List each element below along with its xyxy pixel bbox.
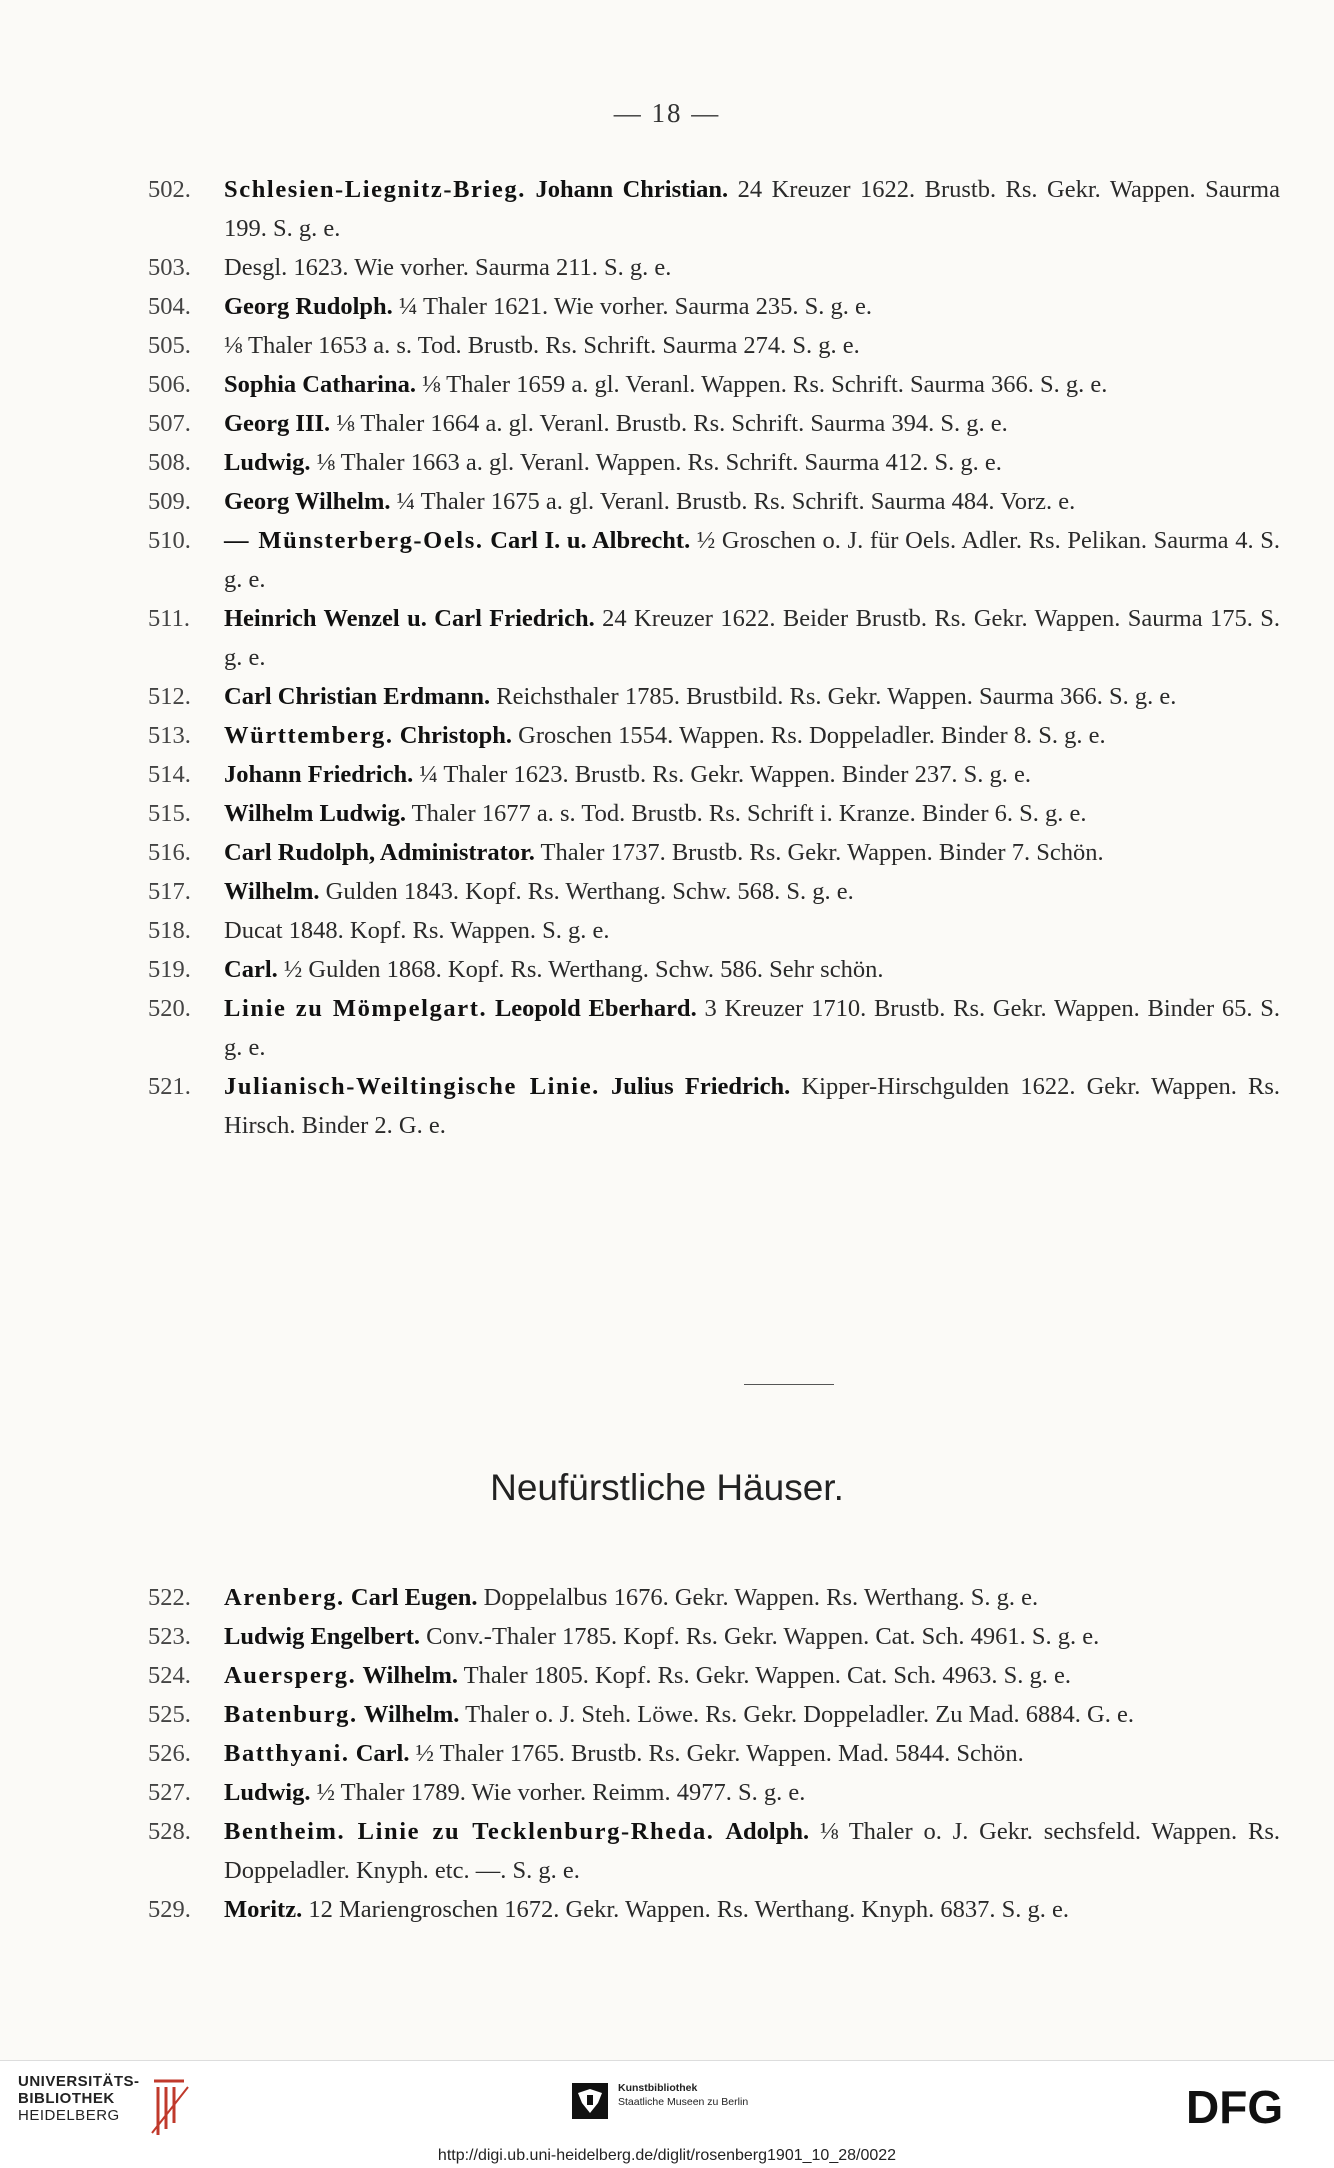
entry-ruler: Ludwig. [224,1779,311,1806]
entry-house: Julianisch-Weiltingische Linie. [224,1073,600,1100]
entry-house: Arenberg. [224,1584,345,1611]
catalog-entry [148,872,1280,911]
entry-description: ¼ Thaler 1675 a. gl. Veranl. Brustb. Rs. Schrift. Saurma 484. Vorz. e. [390,488,1076,515]
entry-ruler: Ludwig Engelbert. [224,1623,421,1650]
entry-number: 522. [148,1584,191,1611]
entry-text [224,1773,1280,1812]
entry-number: 514. [148,761,191,788]
entry-ruler: Carl Christian Erdmann. [224,683,491,710]
entry-description: Doppelalbus 1676. Gekr. Wappen. Rs. Werthang. S. g. e. [477,1584,1039,1611]
catalog-entry [148,989,1280,1067]
entry-description: Groschen 1554. Wappen. Rs. Doppeladler. Binder 8. S. g. e. [512,722,1106,749]
entry-text [224,677,1280,716]
entry-description: 12 Mariengroschen 1672. Gekr. Wappen. Rs. Werthang. Knyph. 6837. S. g. e. [302,1896,1070,1923]
entry-description: ½ Thaler 1765. Brustb. Rs. Gekr. Wappen. Mad. 5844. Schön. [409,1740,1024,1767]
entry-text [224,326,1280,365]
entry-text [224,1067,1280,1145]
kb-logo-line: Kunstbibliothek [618,2082,698,2094]
entry-number: 510. [148,527,191,554]
footer-bar [0,2060,1334,2168]
entry-number: 507. [148,410,191,437]
entry-house: Batenburg. [224,1701,358,1728]
entry-text [224,1734,1280,1773]
catalog-entry [148,482,1280,521]
entry-text [224,1578,1280,1617]
catalog-entry [148,833,1280,872]
entry-text [224,950,1280,989]
kb-logo-line: Staatliche Museen zu Berlin [618,2096,749,2108]
entry-ruler: Carl I. u. Albrecht. [490,527,691,554]
entry-ruler: Georg III. [224,410,331,437]
catalog-entry [148,521,1280,599]
source-url[interactable]: http://digi.ub.uni-heidelberg.de/diglit/rosenberg1901_10_28/0022 [437,2147,897,2164]
entry-number: 529. [148,1896,191,1923]
catalog-entry [148,911,1280,950]
entry-description: ¼ Thaler 1621. Wie vorher. Saurma 235. S. g. e. [392,293,872,320]
entry-text [224,1812,1280,1890]
catalog-entry [148,365,1280,404]
entry-number: 525. [148,1701,191,1728]
catalog-entry [148,1812,1280,1890]
catalog-entry [148,1067,1280,1145]
catalog-entry [148,794,1280,833]
entry-description: Thaler 1677 a. s. Tod. Brustb. Rs. Schrift i. Kranze. Binder 6. S. g. e. [405,800,1087,827]
entry-ruler: Wilhelm. [362,1662,458,1689]
catalog-entry [148,404,1280,443]
catalog-entry [148,1578,1280,1617]
catalog-entry [148,287,1280,326]
catalog-entry [148,443,1280,482]
entry-description: ⅛ Thaler 1659 a. gl. Veranl. Wappen. Rs. Schrift. Saurma 366. S. g. e. [415,371,1108,398]
entry-ruler: Adolph. [725,1818,810,1845]
entry-description: 24 Kreuzer 1622. Beider Brustb. Rs. Gekr. Wappen. Saurma 175. S. g. e. [224,605,1281,671]
entry-text [224,170,1280,248]
entry-description: Conv.-Thaler 1785. Kopf. Rs. Gekr. Wappen. Cat. Sch. 4961. S. g. e. [420,1623,1100,1650]
ub-logo-line: UNIVERSITÄTS- [18,2073,140,2090]
smb-eagle-icon [572,2083,608,2119]
entry-ruler: Julius Friedrich. [611,1073,791,1100]
entry-ruler: Georg Wilhelm. [224,488,391,515]
entry-house: Linie zu Mömpelgart. [224,995,488,1022]
entry-text [224,872,1280,911]
entry-ruler: Leopold Eberhard. [494,995,697,1022]
catalog-entry [148,677,1280,716]
entry-house: Bentheim. Linie zu Tecklenburg-Rheda. [224,1818,715,1845]
catalog-entry [148,248,1280,287]
entry-description: 3 Kreuzer 1710. Brustb. Rs. Gekr. Wappen. Binder 65. S. g. e. [224,995,1281,1061]
entry-number: 518. [148,917,191,944]
entry-number: 505. [148,332,191,359]
entry-ruler: Carl Rudolph, Administrator. [224,839,535,866]
entry-ruler: Christoph. [399,722,513,749]
entry-text [224,911,1280,950]
entry-number: 513. [148,722,191,749]
entry-description: Desgl. 1623. Wie vorher. Saurma 211. S. g. e. [224,254,672,281]
entry-description: Reichsthaler 1785. Brustbild. Rs. Gekr. Wappen. Saurma 366. S. g. e. [490,683,1177,710]
entry-text [224,716,1280,755]
section-divider [744,1384,834,1385]
entry-ruler: Johann Friedrich. [224,761,414,788]
catalog-entry [148,755,1280,794]
entry-number: 502. [148,176,191,203]
entry-number: 509. [148,488,191,515]
ub-heidelberg-logo[interactable] [18,2073,198,2143]
entry-text [224,365,1280,404]
entry-description: 24 Kreuzer 1622. Brustb. Rs. Gekr. Wappen. Saurma 199. S. g. e. [224,176,1280,242]
entry-description: ⅛ Thaler o. J. Gekr. sechsfeld. Wappen. Rs. Doppeladler. Knyph. etc. —. S. g. e. [224,1818,1280,1884]
entry-text [224,248,1280,287]
entry-house: Württemberg. [224,722,394,749]
entry-text [224,404,1280,443]
entry-number: 528. [148,1818,191,1845]
catalog-entry [148,170,1280,248]
entry-number: 503. [148,254,191,281]
entry-ruler: Carl Eugen. [350,1584,478,1611]
entry-description: ⅛ Thaler 1663 a. gl. Veranl. Wappen. Rs. Schrift. Saurma 412. S. g. e. [310,449,1002,476]
entry-number: 506. [148,371,191,398]
entry-number: 519. [148,956,191,983]
entry-list-top [148,170,1280,1145]
entry-description: Gulden 1843. Kopf. Rs. Werthang. Schw. 568. S. g. e. [319,878,854,905]
entry-ruler: Georg Rudolph. [224,293,393,320]
catalog-entry [148,599,1280,677]
entry-text [224,443,1280,482]
catalog-entry [148,1890,1280,1929]
entry-number: 511. [148,605,190,632]
entry-ruler: Heinrich Wenzel u. Carl Friedrich. [224,605,595,632]
catalog-entry [148,1734,1280,1773]
entry-description: Thaler 1737. Brustb. Rs. Gekr. Wappen. Binder 7. Schön. [534,839,1104,866]
catalog-entry [148,716,1280,755]
entry-description [600,1073,611,1100]
dfg-logo[interactable] [1186,2083,1316,2127]
section-title: Neufürstliche Häuser. [490,1467,844,1508]
entry-text [224,1617,1280,1656]
ub-logo-line: HEIDELBERG [18,2107,120,2124]
catalog-entry [148,1656,1280,1695]
entry-number: 508. [148,449,191,476]
entry-number: 516. [148,839,191,866]
entry-number: 524. [148,1662,191,1689]
catalog-entry [148,950,1280,989]
entry-text [224,1656,1280,1695]
catalog-entry [148,1773,1280,1812]
entry-text [224,755,1280,794]
entry-number: 515. [148,800,191,827]
entry-description: ¼ Thaler 1623. Brustb. Rs. Gekr. Wappen. Binder 237. S. g. e. [413,761,1031,788]
entry-description: ⅛ Thaler 1664 a. gl. Veranl. Brustb. Rs. Schrift. Saurma 394. S. g. e. [330,410,1008,437]
ub-mark-icon [144,2073,194,2139]
entry-number: 504. [148,293,191,320]
entry-ruler: Ludwig. [224,449,311,476]
entry-ruler: Wilhelm. [363,1701,460,1728]
entry-ruler: Wilhelm. [224,878,320,905]
entry-description: Thaler o. J. Steh. Löwe. Rs. Gekr. Doppeladler. Zu Mad. 6884. G. e. [459,1701,1134,1728]
entry-number: 520. [148,995,191,1022]
entry-description: ½ Gulden 1868. Kopf. Rs. Werthang. Schw. 586. Sehr schön. [277,956,884,983]
ub-logo-line: BIBLIOTHEK [18,2090,115,2107]
entry-number: 523. [148,1623,191,1650]
entry-house: Batthyani. [224,1740,350,1767]
entry-text [224,833,1280,872]
entry-list-bottom [148,1578,1280,1929]
dfg-logo-text: DFG [1186,2083,1284,2127]
entry-ruler: Carl. [224,956,278,983]
catalog-entry [148,1695,1280,1734]
entry-ruler: Johann Christian. [535,176,729,203]
entry-number: 526. [148,1740,191,1767]
entry-description: ½ Thaler 1789. Wie vorher. Reimm. 4977. S. g. e. [310,1779,806,1806]
entry-number: 512. [148,683,191,710]
entry-description [487,995,495,1022]
entry-text [224,521,1280,599]
entry-description: Kipper-Hirschgulden 1622. Gekr. Wappen. Rs. Hirsch. Binder 2. G. e. [224,1073,1280,1139]
entry-text [224,287,1280,326]
entry-text [224,482,1280,521]
entry-text [224,1695,1280,1734]
entry-ruler: Carl. [355,1740,410,1767]
entry-number: 517. [148,878,191,905]
entry-text [224,989,1280,1067]
entry-number: 527. [148,1779,191,1806]
catalog-entry [148,1617,1280,1656]
entry-number: 521. [148,1073,191,1100]
entry-description: ⅛ Thaler 1653 a. s. Tod. Brustb. Rs. Schrift. Saurma 274. S. g. e. [224,332,860,359]
page-number: — 18 — [613,98,721,128]
entry-ruler: Wilhelm Ludwig. [224,800,406,827]
entry-house: Auersperg. [224,1662,357,1689]
entry-description: Thaler 1805. Kopf. Rs. Gekr. Wappen. Cat. Sch. 4963. S. g. e. [458,1662,1071,1689]
entry-text [224,1890,1280,1929]
entry-house: Schlesien-Liegnitz-Brieg. [224,176,526,203]
entry-house: — Münsterberg-Oels. [224,527,484,554]
entry-ruler: Sophia Catharina. [224,371,416,398]
entry-description: ½ Groschen o. J. für Oels. Adler. Rs. Pelikan. Saurma 4. S. g. e. [224,527,1280,593]
entry-description: Ducat 1848. Kopf. Rs. Wappen. S. g. e. [224,917,610,944]
entry-text [224,599,1280,677]
entry-text [224,794,1280,833]
catalog-entry [148,326,1280,365]
entry-ruler: Moritz. [224,1896,303,1923]
entry-description [715,1818,726,1845]
